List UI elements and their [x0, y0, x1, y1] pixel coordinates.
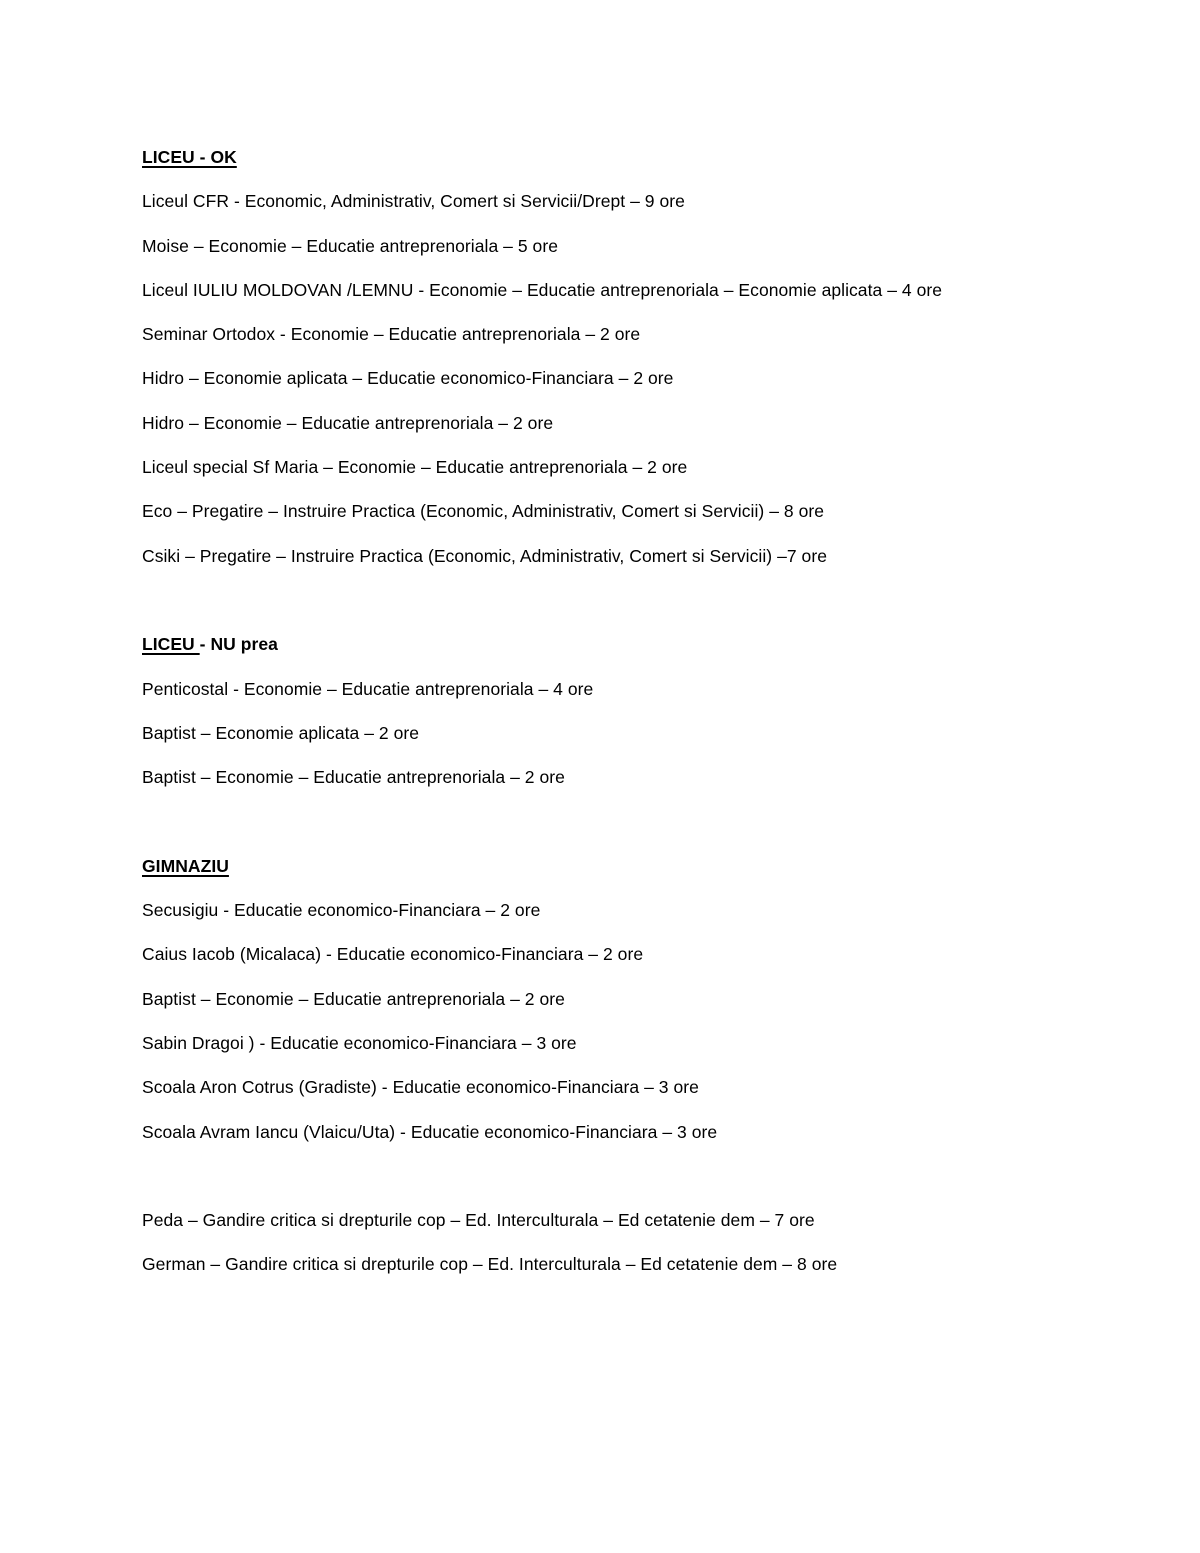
list-item: Liceul special Sf Maria – Economie – Educatie antreprenoriala – 2 ore: [142, 457, 688, 478]
heading-text-rest: - NU prea: [199, 634, 278, 655]
list-item: Seminar Ortodox - Economie – Educatie antreprenoriala – 2 ore: [142, 324, 641, 345]
list-item: Hidro – Economie – Educatie antreprenoriala – 2 ore: [142, 412, 554, 433]
list-item: Baptist – Economie – Educatie antreprenoriala – 2 ore: [142, 988, 565, 1009]
list-item: Baptist – Economie – Educatie antreprenoriala – 2 ore: [142, 767, 565, 788]
list-item: Liceul CFR - Economic, Administrativ, Comert si Servicii/Drept – 9 ore: [142, 191, 685, 212]
list-item: Peda – Gandire critica si drepturile cop – Ed. Interculturala – Ed cetatenie dem – 7 ore: [142, 1210, 815, 1231]
list-item: Penticostal - Economie – Educatie antreprenoriala – 4 ore: [142, 678, 594, 699]
list-item: Csiki – Pregatire – Instruire Practica (Economic, Administrativ, Comert si Servicii) –7 ore: [142, 545, 827, 566]
section-heading-gimnaziu: [142, 852, 1142, 896]
list-item: Moise – Economie – Educatie antreprenoriala – 5 ore: [142, 235, 558, 256]
heading-text: LICEU - OK: [142, 147, 237, 167]
section-heading-liceu-ok: [142, 143, 1142, 187]
list-item: Scoala Avram Iancu (Vlaicu/Uta) - Educatie economico-Financiara – 3 ore: [142, 1121, 718, 1142]
list-item: Hidro – Economie aplicata – Educatie economico-Financiara – 2 ore: [142, 368, 674, 389]
list-item: Liceul IULIU MOLDOVAN /LEMNU - Economie – Educatie antreprenoriala – Economie aplicata – 4 ore: [142, 279, 943, 300]
list-item: German – Gandire critica si drepturile cop – Ed. Interculturala – Ed cetatenie dem – 8 ore: [142, 1254, 838, 1275]
list-item: Baptist – Economie aplicata – 2 ore: [142, 722, 420, 743]
section-heading-liceu-nu-prea: [142, 630, 1142, 674]
heading-text-underlined: LICEU: [142, 634, 200, 655]
blank-line: [142, 807, 1142, 851]
list-item: Sabin Dragoi ) - Educatie economico-Financiara – 3 ore: [142, 1032, 577, 1053]
document-body: [142, 143, 1142, 1295]
heading-text: GIMNAZIU: [142, 855, 229, 876]
blank-line: [142, 586, 1142, 630]
list-item: Caius Iacob (Micalaca) - Educatie economico-Financiara – 2 ore: [142, 944, 644, 965]
list-item: Eco – Pregatire – Instruire Practica (Economic, Administrativ, Comert si Servicii) – 8 ore: [142, 501, 825, 522]
list-item: Scoala Aron Cotrus (Gradiste) - Educatie economico-Financiara – 3 ore: [142, 1077, 699, 1098]
blank-line: [142, 1162, 1142, 1206]
list-item: Secusigiu - Educatie economico-Financiara – 2 ore: [142, 900, 541, 921]
